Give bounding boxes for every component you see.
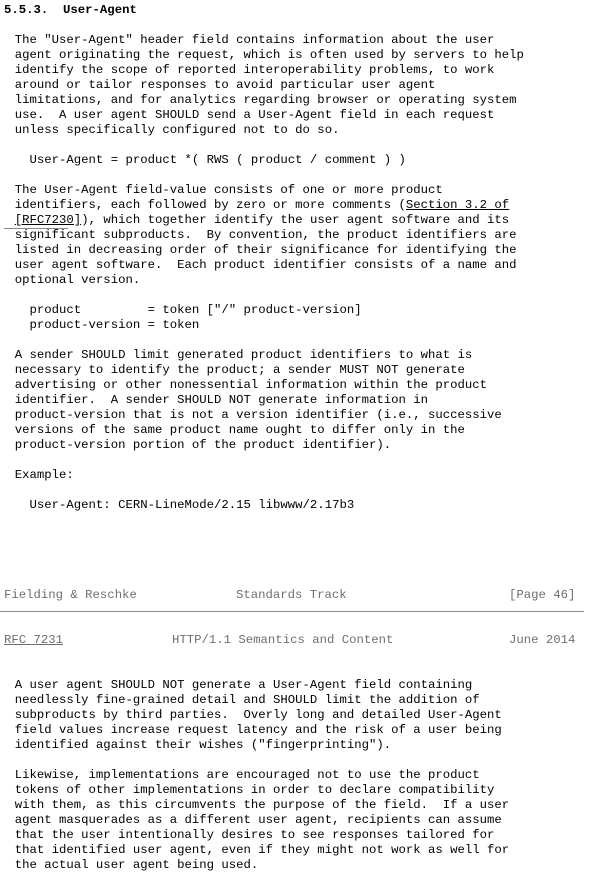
example-label: Example: [0, 468, 74, 482]
paragraph-line: identify the scope of reported interoperability problems, to work [0, 63, 495, 77]
header-rfc-number[interactable]: RFC 7231 [4, 633, 64, 647]
paragraph-line: identifier. A sender SHOULD NOT generate information in [0, 393, 429, 407]
paragraph-line: subproducts by third parties. Overly long and detailed User-Agent [0, 708, 502, 722]
paragraph-line [0, 213, 509, 228]
paragraph-line: necessary to identify the product; a sender MUST NOT generate [0, 363, 465, 377]
paragraph-line: Likewise, implementations are encouraged not to use the product [0, 768, 480, 782]
footer-track: Standards Track [236, 588, 347, 602]
paragraph-line: the actual user agent being used. [0, 858, 259, 872]
paragraph-line: use. A user agent SHOULD send a User-Agent field in each request [0, 108, 495, 122]
header-title: HTTP/1.1 Semantics and Content [172, 633, 394, 647]
paragraph-line: unless specifically configured not to do so. [0, 123, 340, 137]
abnf-rule: User-Agent = product *( RWS ( product / comment ) ) [0, 153, 406, 167]
footer-page-number: [Page 46] [509, 588, 576, 602]
paragraph-line: that the user intentionally desires to see responses tailored for [0, 828, 495, 842]
paragraph-line: tokens of other implementations in order to declare compatibility [0, 783, 495, 797]
paragraph-line: agent masquerades as a different user agent, recipients can assume [0, 813, 502, 827]
abnf-rule: product-version = token [0, 318, 200, 332]
abnf-rule: product = token ["/" product-version] [0, 303, 362, 317]
paragraph-line: The "User-Agent" header field contains information about the user [0, 33, 495, 47]
paragraph-line: product-version portion of the product identifier). [0, 438, 392, 452]
paragraph-line: identified against their wishes ("fingerprinting"). [0, 738, 392, 752]
paragraph-line: advertising or other nonessential information within the product [0, 378, 488, 392]
paragraph-line: that identified user agent, even if they might not work as well for [0, 843, 510, 857]
paragraph-line: user agent software. Each product identifier consists of a name and [0, 258, 517, 272]
paragraph-line: optional version. [0, 273, 141, 287]
paragraph-line: product-version that is not a version identifier (i.e., successive [0, 408, 502, 422]
paragraph-line: with them, as this circumvents the purpose of the field. If a user [0, 798, 510, 812]
paragraph-line: A sender SHOULD limit generated product identifiers to what is [0, 348, 473, 362]
paragraph-line: listed in decreasing order of their significance for identifying the [0, 243, 517, 257]
paragraph-text: ), which together identify the user agent software and its [81, 213, 510, 227]
page-break-rule [0, 611, 584, 612]
paragraph-text: identifiers, each followed by zero or more comments ( [0, 198, 406, 212]
paragraph-line: A user agent SHOULD NOT generate a User-Agent field containing [0, 678, 473, 692]
example-value: User-Agent: CERN-LineMode/2.15 libwww/2.17b3 [0, 498, 355, 512]
paragraph-line: needlessly fine-grained detail and SHOULD limit the addition of [0, 693, 480, 707]
paragraph-line: field values increase request latency and the risk of a user being [0, 723, 502, 737]
section-heading: 5.5.3. User-Agent [4, 3, 137, 17]
paragraph-line: around or tailor responses to avoid particular user agent [0, 78, 436, 92]
paragraph-line: significant subproducts. By convention, the product identifiers are [0, 228, 517, 242]
paragraph-line: versions of the same product name ought to differ only in the [0, 423, 465, 437]
rfc7230-link[interactable]: [RFC7230] [14, 213, 82, 227]
paragraph-line [0, 198, 509, 213]
paragraph-line: The User-Agent field-value consists of one or more product [0, 183, 443, 197]
paragraph-line: agent originating the request, which is often used by servers to help [0, 48, 524, 62]
section-3-2-link[interactable]: Section 3.2 of [405, 198, 510, 212]
header-date: June 2014 [509, 633, 576, 647]
footer-authors: Fielding & Reschke [4, 588, 137, 602]
paragraph-line: limitations, and for analytics regarding browser or operating system [0, 93, 517, 107]
